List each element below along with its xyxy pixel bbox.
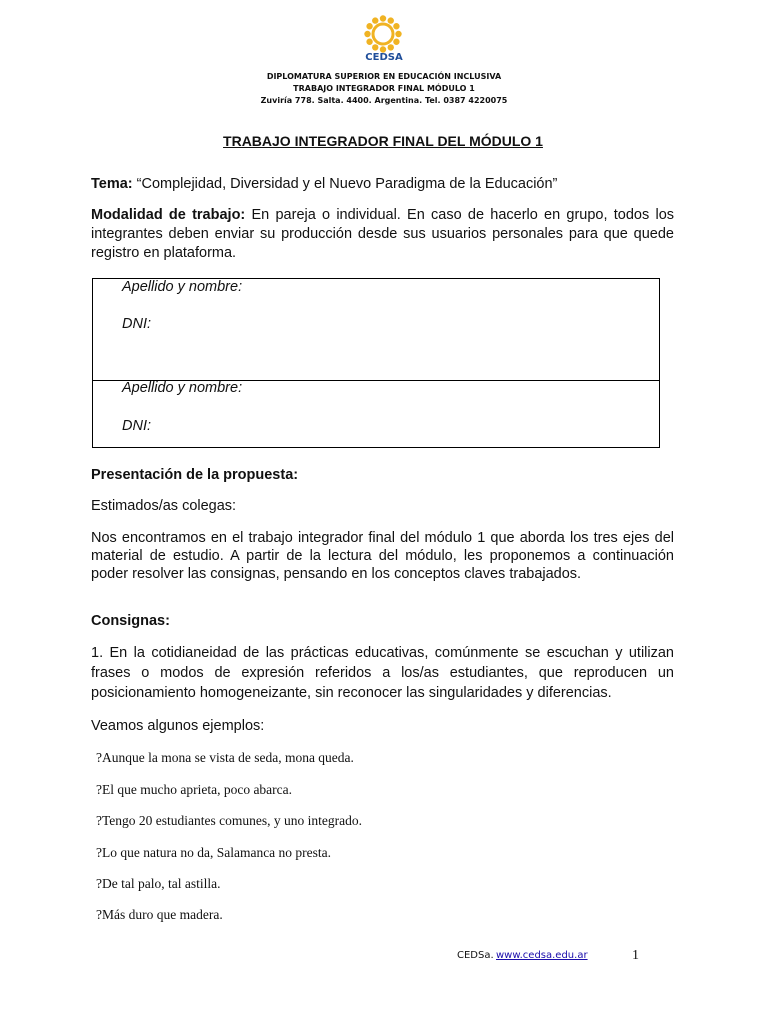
dni-label-2: DNI: (122, 418, 151, 434)
dni-label-1: DNI: (122, 316, 151, 332)
logo-ray (395, 31, 401, 37)
header-subtitle: TRABAJO INTEGRADOR FINAL MÓDULO 1 (293, 84, 475, 93)
example-item: ?Más duro que madera. (96, 907, 223, 922)
logo-ray (366, 23, 372, 29)
example-item: ?Aunque la mona se vista de seda, mona queda. (96, 750, 354, 765)
examples-intro: Veamos algunos ejemplos: (91, 718, 265, 734)
presentacion-heading: Presentación de la propuesta: (91, 467, 299, 483)
sun-gear-icon (361, 14, 405, 54)
greeting: Estimados/as colegas: (91, 498, 237, 514)
example-item: ?Lo que natura no da, Salamanca no presta. (96, 845, 332, 860)
student-info-table (92, 278, 660, 448)
page-title: TRABAJO INTEGRADOR FINAL DEL MÓDULO 1 (223, 133, 543, 149)
example-item: ?Tengo 20 estudiantes comunes, y uno integrado. (96, 813, 362, 828)
footer-link-wrap (496, 950, 588, 961)
tema-paragraph (91, 175, 674, 194)
logo-ray (388, 17, 394, 23)
logo-ray (372, 17, 378, 23)
website-link[interactable]: www.cedsa.edu.ar (496, 950, 588, 961)
logo-ray (393, 23, 399, 29)
logo-ray (380, 15, 386, 21)
logo-ray (364, 31, 370, 37)
tema-label: Tema: (91, 176, 133, 192)
modalidad-paragraph (91, 206, 674, 263)
presentacion-body: Nos encontramos en el trabajo integrador final del módulo 1 que aborda los tres ejes del material de estudio. A partir de la lectura del módulo, les proponemos a continuación poder resolver las consignas, pensando en los conceptos claves trabajados. (91, 530, 674, 582)
consignas-heading: Consignas: (91, 613, 170, 629)
consigna-1: 1. En la cotidianeidad de las prácticas educativas, comúnmente se escuchan y utilizan frases o modos de expresión referidos a los/as estudiantes, que reproducen un posicionamiento homogeneizante, sin reconocer las singularidades y diferencias. (91, 645, 674, 701)
tema-text: “Complejidad, Diversidad y el Nuevo Paradigma de la Educación” (136, 176, 558, 192)
name-label-1: Apellido y nombre: (122, 279, 243, 295)
logo-ray (388, 44, 394, 50)
header-address: Zuviría 778. Salta. 4400. Argentina. Tel. 0387 4220075 (260, 96, 508, 105)
modalidad-label: Modalidad de trabajo: (91, 207, 246, 223)
page-number: 1 (632, 948, 639, 963)
brand-name: CEDSA (365, 52, 403, 63)
name-label-2: Apellido y nombre: (122, 380, 243, 396)
header-program: DIPLOMATURA SUPERIOR EN EDUCACIÓN INCLUSIVA (266, 72, 502, 81)
logo-ray (372, 44, 378, 50)
modalidad-text: En pareja o individual. En caso de hacerlo en grupo, todos los integrantes deben enviar su producción desde sus usuarios personales para que quede registro en plataforma. (91, 207, 675, 261)
example-item: ?El que mucho aprieta, poco abarca. (96, 782, 293, 797)
example-item: ?De tal palo, tal astilla. (96, 876, 221, 891)
logo-ray (393, 39, 399, 45)
footer-org: CEDSa. (457, 950, 494, 961)
logo-ray (366, 39, 372, 45)
